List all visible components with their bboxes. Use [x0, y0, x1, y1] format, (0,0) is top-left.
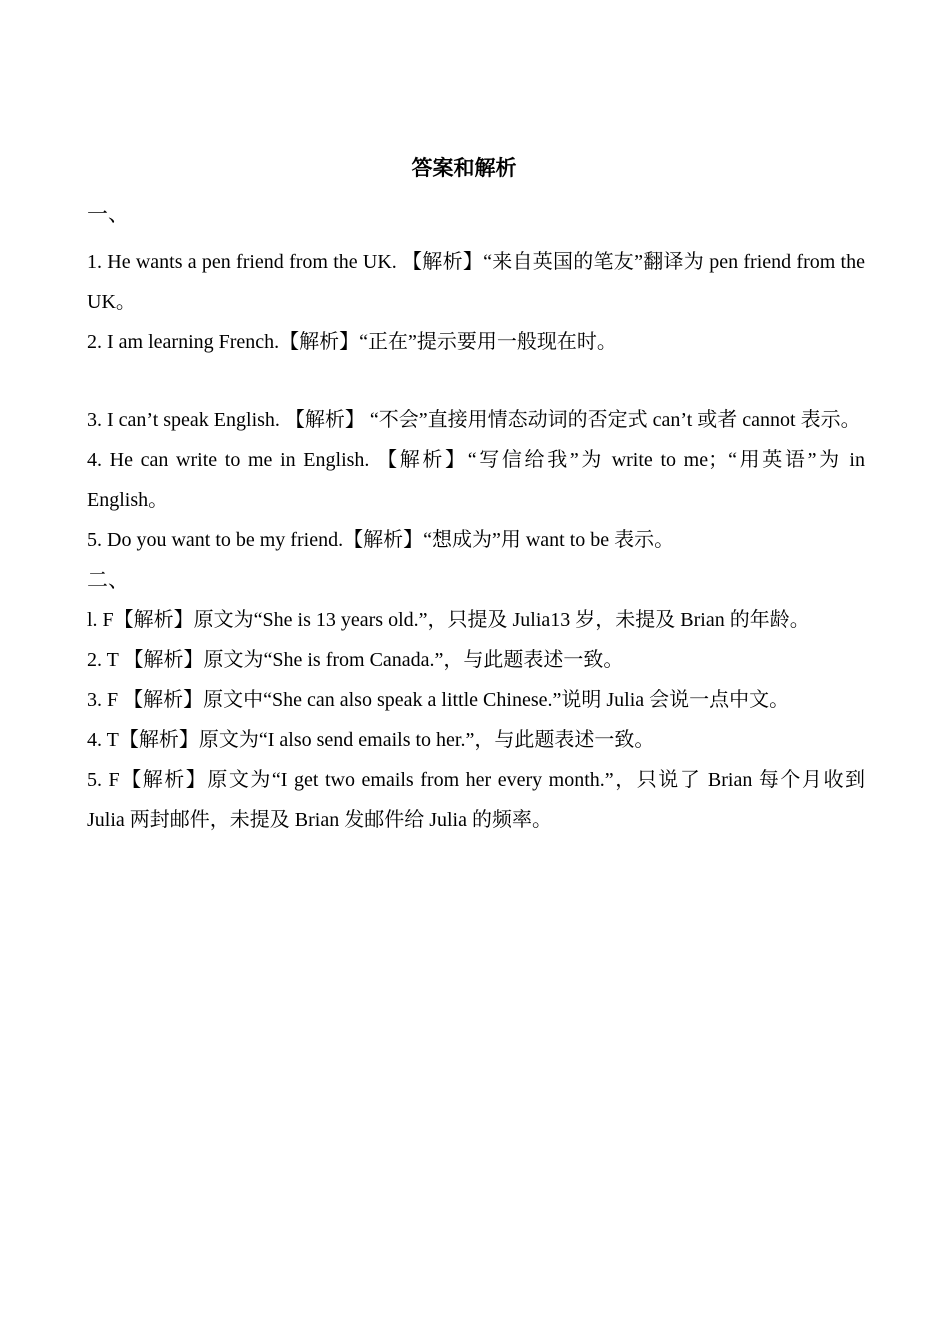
answer-item: 1. He wants a pen friend from the UK. 【解析】“来自英国的笔友”翻译为 pen friend from the UK。 [87, 251, 865, 313]
answer-item: 4. He can write to me in English. 【解析】“写信给我”为 write to me；“用英语”为 in English。 [87, 449, 865, 511]
section-heading-2: 二、 [87, 568, 129, 592]
answer-item: 2. T 【解析】原文为“She is from Canada.”，与此题表述一致。 [87, 649, 624, 671]
answer-item: 2. I am learning French.【解析】“正在”提示要用一般现在时。 [87, 331, 617, 353]
section-heading-1: 一、 [87, 202, 129, 226]
answer-item: 3. F 【解析】原文中“She can also speak a little Chinese.”说明 Julia 会说一点中文。 [87, 689, 790, 711]
answer-item: 3. I can’t speak English. 【解析】 “不会”直接用情态动词的否定式 can’t 或者 cannot 表示。 [87, 409, 861, 431]
answer-document [87, 148, 865, 840]
answer-item: 5. F【解析】原文为“I get two emails from her every month.”，只说了 Brian 每个月收到 Julia 两封邮件，未提及 Brian 发邮件给 Julia 的频率。 [87, 769, 865, 831]
answer-item: 5. Do you want to be my friend.【解析】“想成为”用 want to be 表示。 [87, 529, 675, 551]
answer-item: l. F【解析】原文为“She is 13 years old.”，只提及 Julia13 岁，未提及 Brian 的年龄。 [87, 609, 810, 631]
blank-line [87, 362, 865, 400]
page-title: 答案和解析 [411, 156, 517, 180]
answer-item: 4. T【解析】原文为“I also send emails to her.”，与此题表述一致。 [87, 729, 655, 751]
